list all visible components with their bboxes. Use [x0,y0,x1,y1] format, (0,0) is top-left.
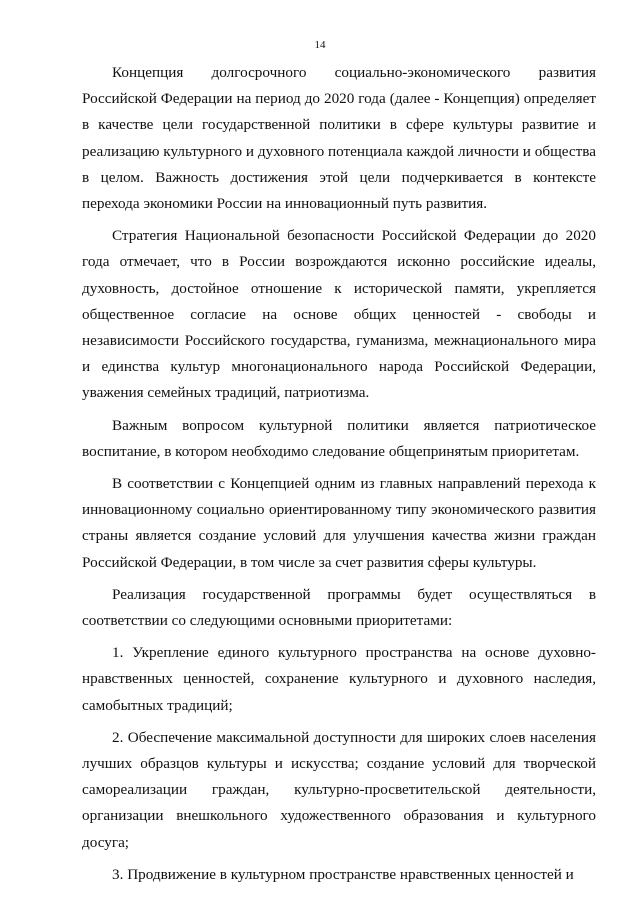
list-item-priority-2: 2. Обеспечение максимальной доступности для широких слоев населения лучших образцов культуры и искусства; создание условий для творческой самореализации граждан, культурно-просветительской деятельности, организации внешкольного художественного образования и культурного досуга; [82,728,596,851]
list-item-priority-1: 1. Укрепление единого культурного пространства на основе духовно-нравственных ценностей, сохранение культурного и духовного наследия, самобытных традиций; [82,644,596,714]
list-item-priority-3: 3. Продвижение в культурном пространстве нравственных ценностей и [112,865,574,883]
paragraph-security-strategy: Стратегия Национальной безопасности Российской Федерации до 2020 года отмечает, что в России возрождаются исконно российские идеалы, духовность, достойное отношение к исторической памяти, укрепляется общественное согласие на основе общих ценностей - свободы и независимости Российского государства, гуманизма, межнационального мира и единства культур многонационального народа Российской Федерации, уважения семейных традиций, патриотизма. [82,227,596,402]
paragraph-concept: Концепция долгосрочного социально-экономического развития Российской Федерации на период до 2020 года (далее - Концепция) определяет в качестве цели государственной политики в сфере культуры развитие и реализацию культурного и духовного потенциала каждой личности и общества в целом. Важность достижения этой цели подчеркивается в контексте перехода экономики России на инновационный путь развития. [82,64,596,213]
page-number: 14 [314,39,326,51]
paragraph-patriotic-education: Важным вопросом культурной политики является патриотическое воспитание, в котором необходимо следование общепринятым приоритетам. [82,416,596,460]
paragraph-innovation-direction: В соответствии с Концепцией одним из главных направлений перехода к инновационному социально ориентированному типу экономического развития страны является создание условий для улучшения качества жизни граждан Российской Федерации, в том числе за счет развития сферы культуры. [82,475,596,571]
document-body [82,60,596,888]
paragraph-priorities-intro: Реализация государственной программы будет осуществляться в соответствии со следующими основными приоритетами: [82,585,596,630]
